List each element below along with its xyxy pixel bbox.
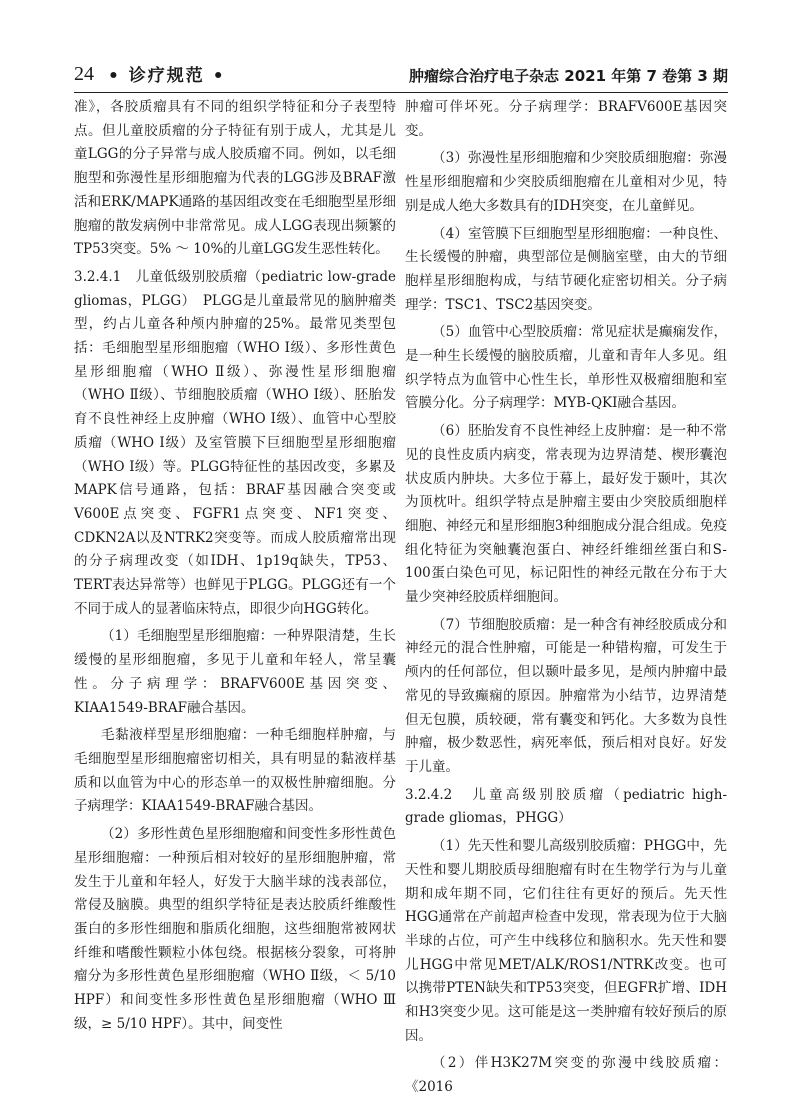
- header-left: [74, 61, 226, 86]
- paragraph: （7）节细胞胶质瘤：是一种含有神经胶质成分和神经元的混合性肿瘤，可能是一种错构瘤，可发生于颅内的任何部位，但以颞叶最多见，是颅内肿瘤中最常见的导致癫痫的原因。肿瘤常为小结节，边界清楚但无包膜，质较硬，常有囊变和钙化。大多数为良性肿瘤，极少数恶性，病死率低，预后相对良好。好发于儿童。: [405, 616, 727, 775]
- paragraph: 肿瘤可伴坏死。分子病理学：BRAFV600E基因突变。: [405, 99, 727, 139]
- subsection-heading: 3.2.4.2 儿童高级别胶质瘤（pediatric high-grade gliomas，PHGG）: [405, 786, 727, 827]
- paragraph: （1）先天性和婴儿高级别胶质瘤：PHGG中，先天性和婴儿期胶质母细胞瘤有时在生物学行为与儿童期和成年期不同，它们往往有更好的预后。先天性HGG通常在产前超声检查中发现，常表现为位于大脑半球的占位，可产生中线移位和脑积水。先天性和婴儿HGG中常见MET/ALK/ROS1/NTRK改变。也可以携带PTEN缺失和TP53突变，但EGFR扩增、IDH和H3突变少见。这可能是这一类肿瘤有较好预后的原因。: [405, 838, 727, 1044]
- paragraph: （4）室管膜下巨细胞型星形细胞瘤：一种良性、生长缓慢的肿瘤，典型部位是侧脑室壁，由大的节细胞样星形细胞构成，与结节硬化症密切相关。分子病理学：TSC1、TSC2基因突变。: [405, 225, 727, 313]
- paragraph: （2）多形性黄色星形细胞瘤和间变性多形性黄色星形细胞瘤：一种预后相对较好的星形细胞肿瘤，常发生于儿童和年轻人，好发于大脑半球的浅表部位，常侵及脑膜。典型的组织学特征是表达胶质纤维酸性蛋白的多形性细胞和脂质化细胞，这些细胞常被网状纤维和嗜酸性颗粒小体包绕。根据核分裂象，可将肿瘤分为多形性黄色星形细胞瘤（WHO Ⅱ级，＜ 5/10 HPF）和间变性多形性黄色星形细胞瘤（WHO Ⅲ级，≥ 5/10 HPF）。其中，间变性: [74, 826, 396, 1032]
- paragraph: （2）伴H3K27M突变的弥漫中线胶质瘤：《2016: [405, 1055, 727, 1096]
- paragraph: 准》，各胶质瘤具有不同的组织学特征和分子表型特点。但儿童胶质瘤的分子特征有别于成人，尤其是儿童LGG的分子异常与成人胶质瘤不同。例如，以毛细胞型和弥漫性星形细胞瘤为代表的LGG涉及BRAF激活和ERK/MAPK通路的基因组改变在毛细胞型星形细胞瘤的散发病例中非常常见。成人LGG表现出频繁的TP53突变。5% ～ 10%的儿童LGG发生恶性转化。: [74, 99, 396, 258]
- left-column: [74, 96, 396, 1040]
- page-number: 24: [74, 63, 94, 85]
- paragraph: （5）血管中心型胶质瘤：常见症状是癫痫发作，是一种生长缓慢的脑胶质瘤，儿童和青年人多见。组织学特点为血管中心性生长，单形性双极瘤细胞和室管膜分化。分子病理学：MYB-QKI融合基因。: [405, 324, 727, 412]
- paragraph: （1）毛细胞型星形细胞瘤：一种界限清楚，生长缓慢的星形细胞瘤，多见于儿童和年轻人，常呈囊性。分子病理学：BRAFV600E基因突变、KIAA1549-BRAF融合基因。: [74, 628, 396, 716]
- section-title: • 诊疗规范 •: [108, 66, 226, 86]
- paragraph: （3）弥漫性星形细胞瘤和少突胶质细胞瘤：弥漫性星形细胞瘤和少突胶质细胞瘤在儿童相对少见，特别是成人绝大多数具有的IDH突变，在儿童鲜见。: [405, 150, 727, 214]
- paragraph: 3.2.4.1 儿童低级别胶质瘤（pediatric low-grade gliomas，PLGG） PLGG是儿童最常见的脑肿瘤类型，约占儿童各种颅内肿瘤的25%。最常见类型包括：毛细胞型星形细胞瘤（WHO Ⅰ级）、多形性黄色星形细胞瘤（WHO Ⅱ级）、弥漫性星形细胞瘤（WHO Ⅱ级）、节细胞胶质瘤（WHO Ⅰ级）、胚胎发育不良性神经上皮肿瘤（WHO Ⅰ级）、血管中心型胶质瘤（WHO Ⅰ级）及室管膜下巨细胞型星形细胞瘤（WHO Ⅰ级）等。PLGG特征性的基因改变，多累及MAPK信号通路，包括：BRAF基因融合突变或V600E点突变、FGFR1点突变、NF1突变、CDKN2A以及NTRK2突变等。而成人胶质瘤常出现的分子病理改变（如IDH、1p19q缺失，TP53、TERT表达异常等）也鲜见于PLGG。PLGG还有一个不同于成人的显著临床特点，即很少向HGG转化。: [74, 268, 396, 617]
- paragraph: （6）胚胎发育不良性神经上皮肿瘤：是一种不常见的良性皮质内病变，常表现为边界清楚、楔形囊泡状皮质内肿块。大多位于幕上，最好发于颞叶，其次为顶枕叶。组织学特点是肿瘤主要由少突胶质细胞样细胞、神经元和星形细胞3种细胞成分混合组成。免疫组化特征为突触囊泡蛋白、神经纤维细丝蛋白和S-100蛋白染色可见，标记阳性的神经元散在分布于大量少突神经胶质样细胞间。: [405, 423, 727, 606]
- paragraph: 毛黏液样型星形细胞瘤：一种毛细胞样肿瘤，与毛细胞型星形细胞瘤密切相关，具有明显的黏液样基质和以血管为中心的形态单一的双极性肿瘤细胞。分子病理学：KIAA1549-BRAF融合基因。: [74, 727, 396, 815]
- journal-title: 肿瘤综合治疗电子杂志 2021 年第 7 卷第 3 期: [409, 67, 728, 85]
- right-column: [405, 96, 727, 1104]
- page-header: [74, 50, 728, 93]
